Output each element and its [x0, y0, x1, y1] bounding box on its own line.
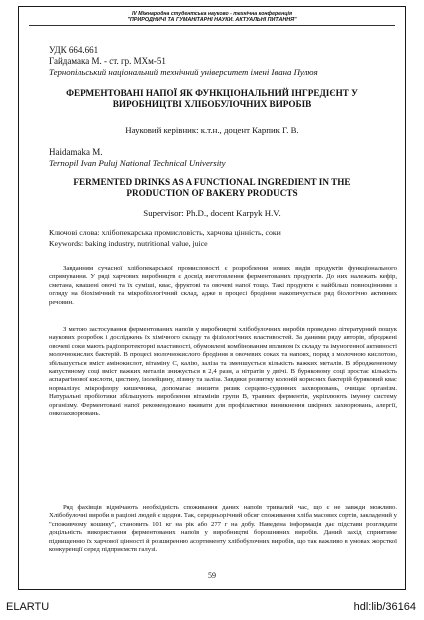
udc-code: УДК 664.661	[49, 45, 99, 55]
keywords-en: Keywords: baking industry, nutritional value, juice	[49, 239, 208, 248]
conference-header	[19, 11, 405, 23]
author-ua: Гайдамака М. - ст. гр. МХм-51	[49, 56, 166, 66]
supervisor-en: Supervisor: Ph.D., docent Karpyk H.V.	[143, 208, 281, 218]
header-divider	[29, 25, 395, 26]
university-en: Ternopil Ivan Puluj National Technical University	[49, 158, 226, 168]
document-page	[18, 6, 406, 590]
repository-footer	[0, 596, 424, 620]
handle-identifier: hdl:lib/36164	[353, 601, 416, 613]
body-paragraph-2: З метою застосування ферментованих напоїв у виробництві хлібобулочних виробів проведено літературний пошук наукових розробок і досліджень їх хімічного складу та фізіологічних властивостей. За даними ряду авторів, зброджені овочеві соки мають радіопротекторні властивості, обумовлені комбінованим впливом їх складу та імуногенної активності молочнокислих бактерій. В процесі молочнокислого бродіння в овочевих соках та напоях, поряд з молочною кислотою, збільшується вміст амінокислот, вітаміну С, калію, заліза та зменшується кількість важких металів. В зброджененому капустяному соці вміст важких металів знижується в 2,4 рази, а нітратів у двічі. В буряковому соці зростає кількість аспарагінової кислоти, цистину, ізолейцину, лізину та заліза. Завдяки розвитку колоній корисних бактерій буряковий квас нормалізує мікрофлору кишечника, допомагає знизити ризик серцево-судинних захворювань, очищає організм. Натуральні пробіотики збільшують вироблення вітамінів групи В, травних ферментів, укріплюють імунну систему організму. Ферментовані напої рекомендовано вживати для профілактики виникнення шкірних захворювань, алергії, онкозахворювань.	[49, 326, 397, 418]
conference-header-line-2: "ПРИРОДНИЧІ ТА ГУМАНІТАРНІ НАУКИ. АКТУАЛЬНІ ПИТАННЯ"	[127, 17, 297, 24]
conference-header-line-1: IV Міжнародна студентська науково - технічна конференція	[131, 11, 293, 17]
supervisor-ua: Науковий керівник: к.т.н., доцент Карпик Г. В.	[125, 125, 299, 135]
body-paragraph-3: Ряд фахівців відмічають необхідність споживання даних напоїв тривалий час, що є не завжди можливо. Хлібобулочні вироби в раціоні людей є щодня. Так, середньорічний обсяг споживання хліба масових сортів, закладений у "споживчому кошику", становить 101 кг на рік або 277 г на добу. Наведена інформація дає підстави розглядати доцільність використання ферментованих напоїв у виробництві борошняних виробів. Даний захід сприятиме підвищенню їх харчової цінності й розширенню асортименту хлібобулочних виробів, що так важливо в умовах жорсткої конкуренції серед підприємств галузі.	[49, 504, 397, 554]
repository-name: ELARTU	[6, 601, 50, 613]
title-en: FERMENTED DRINKS AS A FUNCTIONAL INGREDIENT IN THE PRODUCTION OF BAKERY PRODUCTS	[73, 177, 351, 198]
title-ua: ФЕРМЕНТОВАНІ НАПОЇ ЯК ФУНКЦІОНАЛЬНИЙ ІНГРЕДІЄНТ У ВИРОБНИЦТВІ ХЛІБОБУЛОЧНИХ ВИРОБІВ	[66, 88, 358, 109]
page-number: 59	[208, 571, 216, 580]
keywords-ua: Ключові слова: хлібопекарська промисловість, харчова цінність, соки	[49, 228, 281, 237]
author-en: Haidamaka M.	[49, 147, 103, 157]
university-ua: Тернопільський національний технічний університет імені Івана Пулюя	[49, 67, 318, 77]
body-paragraph-1: Завданням сучасної хлібопекарської промисловості є розроблення нових видів продуктів функціонального спрямування. У ряді харчових виробництв є досвід виготовлення ферментованих продуктів. До них належать кефір, сметана, квашені овочі та їх суміші, квас, фруктові та овочеві напої тощо. Такі продукти є найбільш повноцінними з огляду на біохімічний та мікробіологічний склад, адже в процесі бродіння накопичується ряд біологічно активних речовин.	[49, 265, 397, 306]
